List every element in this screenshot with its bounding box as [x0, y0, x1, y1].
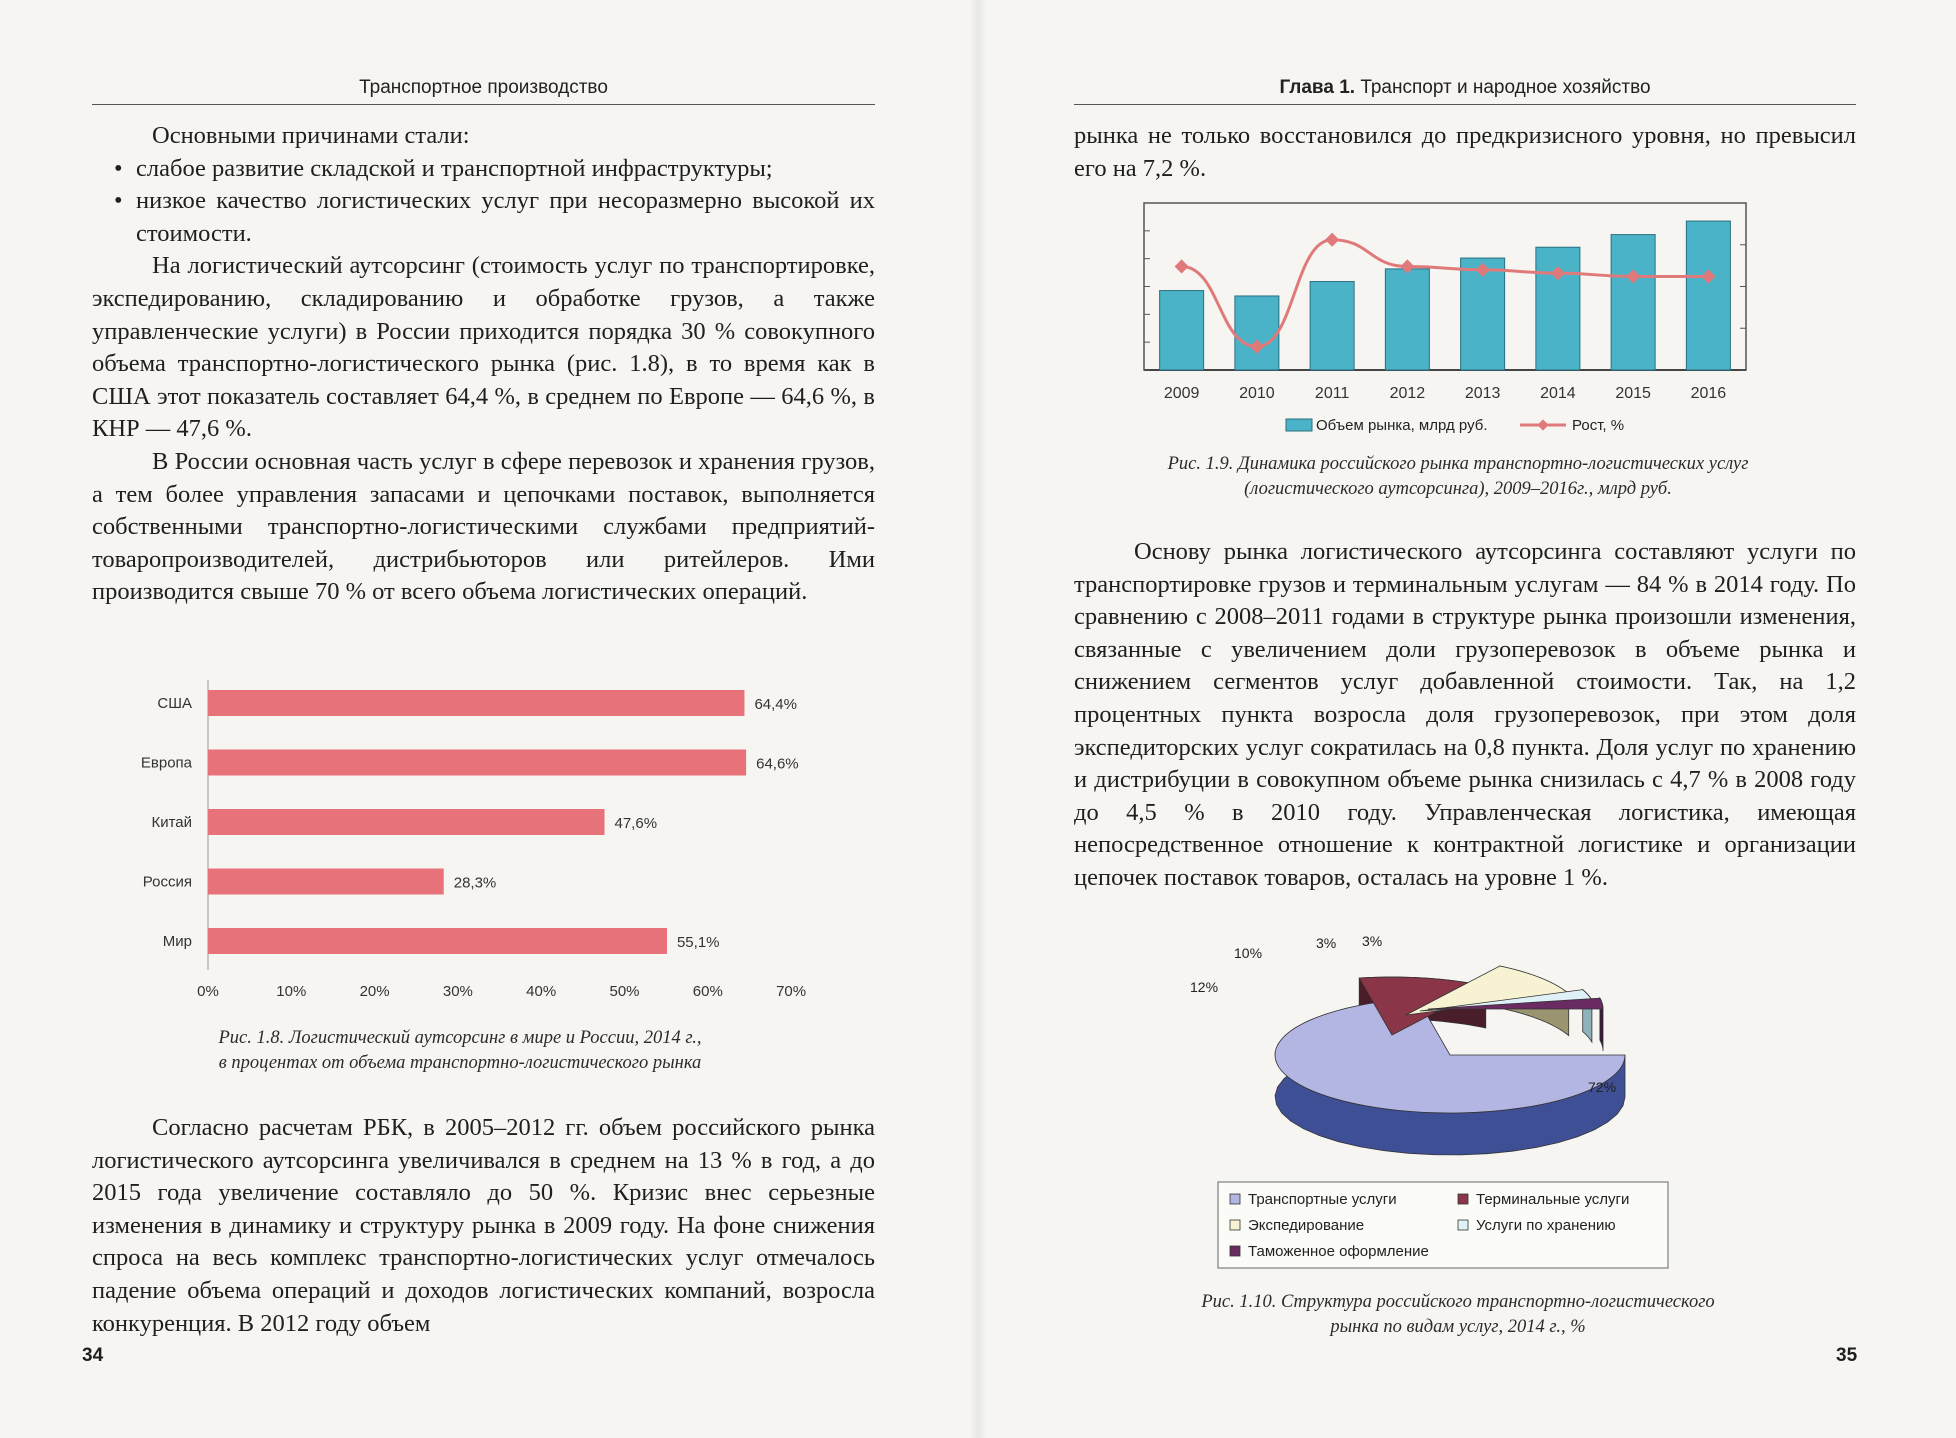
x-tick-label: 0% — [197, 983, 219, 1000]
bar — [1235, 296, 1279, 370]
page-number-right: 35 — [1836, 1345, 1858, 1366]
paragraph: В России основная часть услуг в сфере перевозок и хранения грузов, а тем более управления запасами и цепочками поставок, выполняется собственными транспортно-логистическими службами предприятий-товаропроизводителей, дистрибьюторов или ритейлеров. Ими производится свыше 70 % от всего объема логистических операций. — [92, 447, 875, 606]
legend-label: Экспедирование — [1248, 1217, 1365, 1234]
chapter-title: Транспорт и народное хозяйство — [1360, 77, 1651, 98]
outsourcing-bar-chart — [110, 670, 830, 1010]
data-label: 28,3% — [453, 874, 497, 892]
reasons-list — [92, 153, 875, 251]
caption-line: в процентах от объема транспортно-логистического рынка — [218, 1053, 702, 1073]
bar — [1385, 269, 1429, 370]
bar — [1686, 221, 1730, 370]
market-structure-pie-chart — [1168, 930, 1708, 1290]
category-label: Европа — [140, 754, 192, 772]
legend-label: Таможенное оформление — [1248, 1243, 1429, 1260]
page-number-left: 34 — [82, 1345, 104, 1366]
bar — [1310, 282, 1354, 370]
bar — [1611, 235, 1655, 370]
legend-swatch — [1458, 1194, 1468, 1204]
x-tick-label: 10% — [276, 983, 307, 1000]
legend-label: Терминальные услуги — [1476, 1191, 1630, 1208]
x-tick-label: 2011 — [1314, 385, 1350, 402]
legend-swatch — [1458, 1220, 1468, 1230]
data-label: 64,6% — [756, 755, 799, 773]
slice-label: 3% — [1316, 935, 1337, 951]
caption-line: рынка по видам услуг, 2014 г., % — [1330, 1317, 1586, 1337]
x-tick-label: 2015 — [1615, 385, 1651, 402]
paragraph: Согласно расчетам РБК, в 2005–2012 гг. объем российского рынка логистического аутсорсинга увеличивался в среднем на 13 % в год, а до 2015 года увеличение составляло до 50 %. Кризис внес серьезные изменения в динамику и структуру рынка в 2009 году. На фоне снижения спроса на весь комплекс транспортно-логистических услуг отмечалось падение объема операций и доходов логистических компаний, возросла конкуренция. В 2012 году объем — [92, 1114, 875, 1337]
bar — [208, 809, 605, 835]
x-tick-label: 50% — [609, 983, 640, 1000]
list-item: • слабое развитие складской и транспортной инфраструктуры; — [92, 153, 875, 186]
x-tick-label: 2016 — [1690, 385, 1727, 402]
x-tick-label: 2010 — [1239, 385, 1275, 402]
category-label: Мир — [162, 933, 192, 950]
legend-label: Услуги по хранению — [1476, 1217, 1616, 1234]
bar — [1160, 291, 1204, 370]
legend-label: Транспортные услуги — [1248, 1191, 1397, 1208]
x-tick-label: 20% — [359, 983, 390, 1000]
slice-label: 10% — [1234, 945, 1263, 961]
intro-line: Основными причинами стали: — [152, 122, 470, 149]
left-text-top — [92, 120, 875, 609]
caption-line: Рис. 1.9. Динамика российского рынка транспортно-логистических услуг — [1167, 454, 1749, 474]
legend-swatch — [1230, 1220, 1240, 1230]
data-label: 47,6% — [614, 815, 658, 832]
plot-frame — [1144, 203, 1746, 370]
slice-label: 3% — [1362, 933, 1383, 949]
right-text-middle — [1074, 536, 1856, 895]
line-point — [1325, 233, 1339, 247]
paragraph: На логистический аутсорсинг (стоимость услуг по транспортировке, экспедированию, складированию и обработке грузов, а также управленческие услуги) в России приходится порядка 30 % совокупного объема транспортно-логистического рынка (рис. 1.8), в то время как в США этот показатель составляет 64,4 %, в среднем по Европе — 64,6 %, в КНР — 47,6 %. — [92, 252, 875, 443]
legend-swatch-marker — [1537, 419, 1548, 430]
caption-line: Рис. 1.10. Структура российского транспортно-логистического — [1201, 1292, 1715, 1312]
legend-swatch-bar — [1286, 419, 1312, 431]
slice-label: 72% — [1588, 1079, 1617, 1095]
data-label: 55,1% — [676, 934, 720, 951]
data-label: 64,4% — [754, 696, 797, 713]
market-dynamics-chart — [1138, 195, 1778, 445]
right-page — [978, 0, 1956, 1438]
bar — [208, 928, 667, 954]
left-text-bottom — [92, 1112, 875, 1340]
category-label: Россия — [142, 873, 192, 891]
x-tick-label: 2013 — [1464, 385, 1501, 402]
bar — [1536, 247, 1580, 370]
legend-label: Объем рынка, млрд руб. — [1316, 417, 1488, 434]
figure-1-10-caption — [1088, 1290, 1828, 1340]
bar — [208, 690, 744, 716]
slice-label: 12% — [1190, 979, 1219, 995]
x-tick-label: 60% — [692, 983, 723, 1000]
paragraph: рынка не только восстановился до предкризисного уровня, но превысил его на 7,2 %. — [1074, 122, 1856, 182]
x-tick-label: 2014 — [1540, 385, 1576, 402]
running-head-left: Транспортное производство — [92, 76, 875, 105]
caption-line: Рис. 1.8. Логистический аутсорсинг в мире и России, 2014 г., — [218, 1028, 702, 1048]
x-tick-label: 2009 — [1163, 385, 1200, 402]
chapter-number: Глава 1. — [1279, 77, 1356, 98]
figure-1-9-caption — [1088, 452, 1828, 502]
category-label: США — [157, 695, 192, 712]
line-point — [1175, 259, 1189, 273]
legend-swatch — [1230, 1246, 1240, 1256]
x-tick-label: 30% — [442, 983, 473, 1000]
list-item: • низкое качество логистических услуг при несоразмерно высокой их стоимости. — [92, 185, 875, 250]
right-text-top — [1074, 120, 1856, 185]
bar — [208, 869, 444, 895]
paragraph: Основу рынка логистического аутсорсинга составляют услуги по транспортировке грузов и терминальным услугам — 84 % в 2014 году. По сравнению с 2008–2011 годами в структуре рынка произошли изменения, связанные с увеличением доли грузоперевозок в объеме рынка и снижением сегментов услуг добавленной стоимости. Так, на 1,2 процентных пункта возросла доля грузоперевозок, при этом доля экспедиторских услуг сократилась на 0,8 пункта. Доля услуг по хранению и дистрибуции в совокупном объеме рынка снизилась с 4,7 % в 2008 году до 4,5 % в 2010 году. Управленческая логистика, имеющая непосредственное отношение к контрактной логистике и организации цепочек поставок товаров, осталась на уровне 1 %. — [1074, 538, 1856, 891]
figure-1-8-caption — [120, 1026, 800, 1076]
legend-label: Рост, % — [1572, 417, 1625, 434]
running-head-right — [1074, 76, 1856, 105]
legend-swatch — [1230, 1194, 1240, 1204]
x-tick-label: 2012 — [1389, 385, 1426, 402]
x-tick-label: 40% — [526, 983, 557, 1000]
bar — [208, 750, 746, 776]
x-tick-label: 70% — [776, 983, 807, 1000]
category-label: Китай — [151, 814, 192, 831]
caption-line: (логистического аутсорсинга), 2009–2016г., млрд руб. — [1244, 479, 1672, 499]
